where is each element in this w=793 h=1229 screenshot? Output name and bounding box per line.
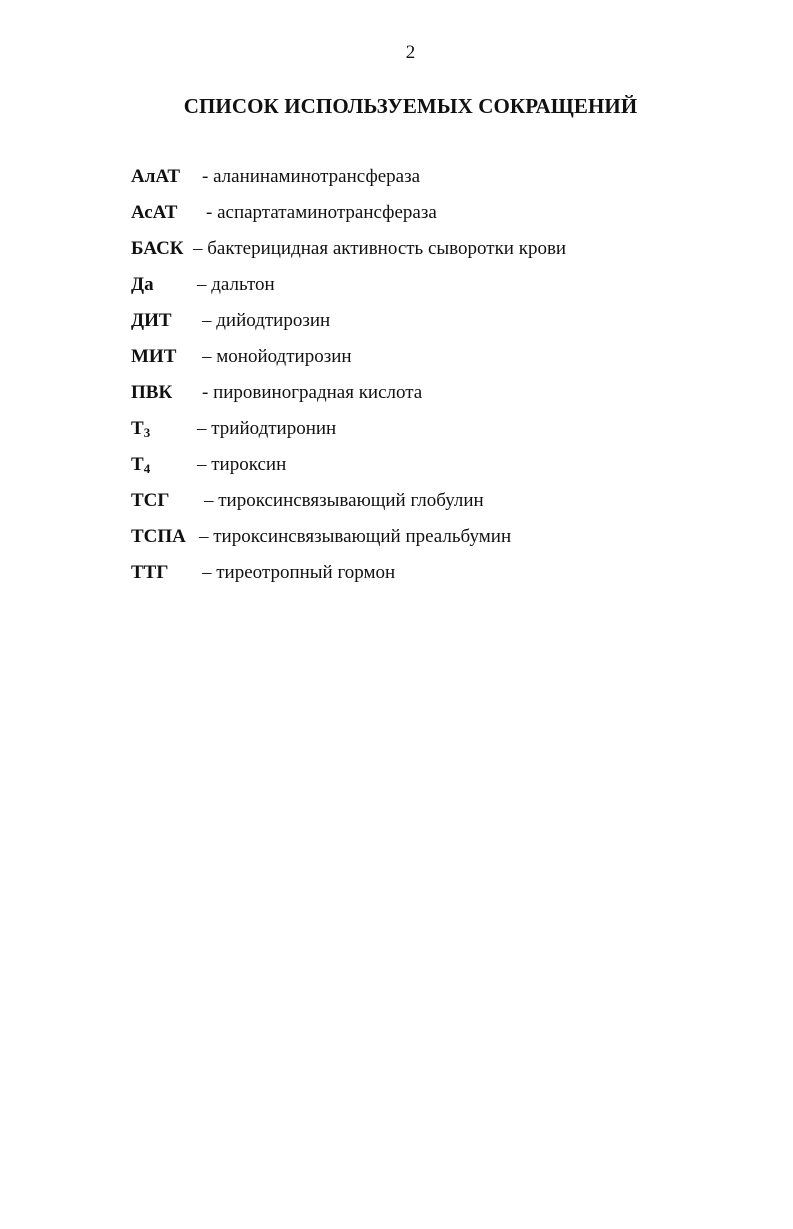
- abbreviation-term: ТСГ: [131, 490, 170, 511]
- abbreviation-definition: – тироксин: [197, 454, 287, 475]
- abbreviation-term: ТСПА: [131, 526, 186, 547]
- page-title: СПИСОК ИСПОЛЬЗУЕМЫХ СОКРАЩЕНИЙ: [183, 94, 638, 118]
- abbreviation-definition: - аланинаминотрансфераза: [202, 166, 421, 187]
- abbreviation-term: АлАТ: [131, 166, 181, 187]
- abbreviation-definition: – дийодтирозин: [202, 310, 331, 331]
- abbreviation-definition: – монойодтирозин: [202, 346, 352, 367]
- abbreviation-term: ПВК: [131, 382, 173, 403]
- abbreviation-definition: - пировиноградная кислота: [202, 382, 423, 403]
- abbreviation-definition: – бактерицидная активность сыворотки крови: [193, 238, 567, 259]
- abbreviation-definition: - аспартатаминотрансфераза: [206, 202, 437, 223]
- abbreviation-definition: – дальтон: [197, 274, 275, 295]
- abbreviation-term: БАСК: [131, 238, 184, 259]
- abbreviation-definition: – тиреотропный гормон: [202, 562, 396, 583]
- page-number: 2: [405, 42, 416, 63]
- abbreviation-term: ДИТ: [131, 310, 172, 331]
- abbreviation-definition: – трийодтиронин: [197, 418, 337, 439]
- abbreviation-definition: – тироксинсвязывающий глобулин: [204, 490, 484, 511]
- abbreviation-term: Да: [131, 274, 154, 295]
- abbreviation-term: АсАТ: [131, 202, 178, 223]
- abbreviation-term: ТТГ: [131, 562, 169, 583]
- abbreviation-term: $Т_4$: [131, 454, 151, 476]
- abbreviation-definition: – тироксинсвязывающий преальбумин: [199, 526, 512, 547]
- abbreviation-term: МИТ: [131, 346, 177, 367]
- abbreviation-term: $Т_3$: [131, 418, 151, 440]
